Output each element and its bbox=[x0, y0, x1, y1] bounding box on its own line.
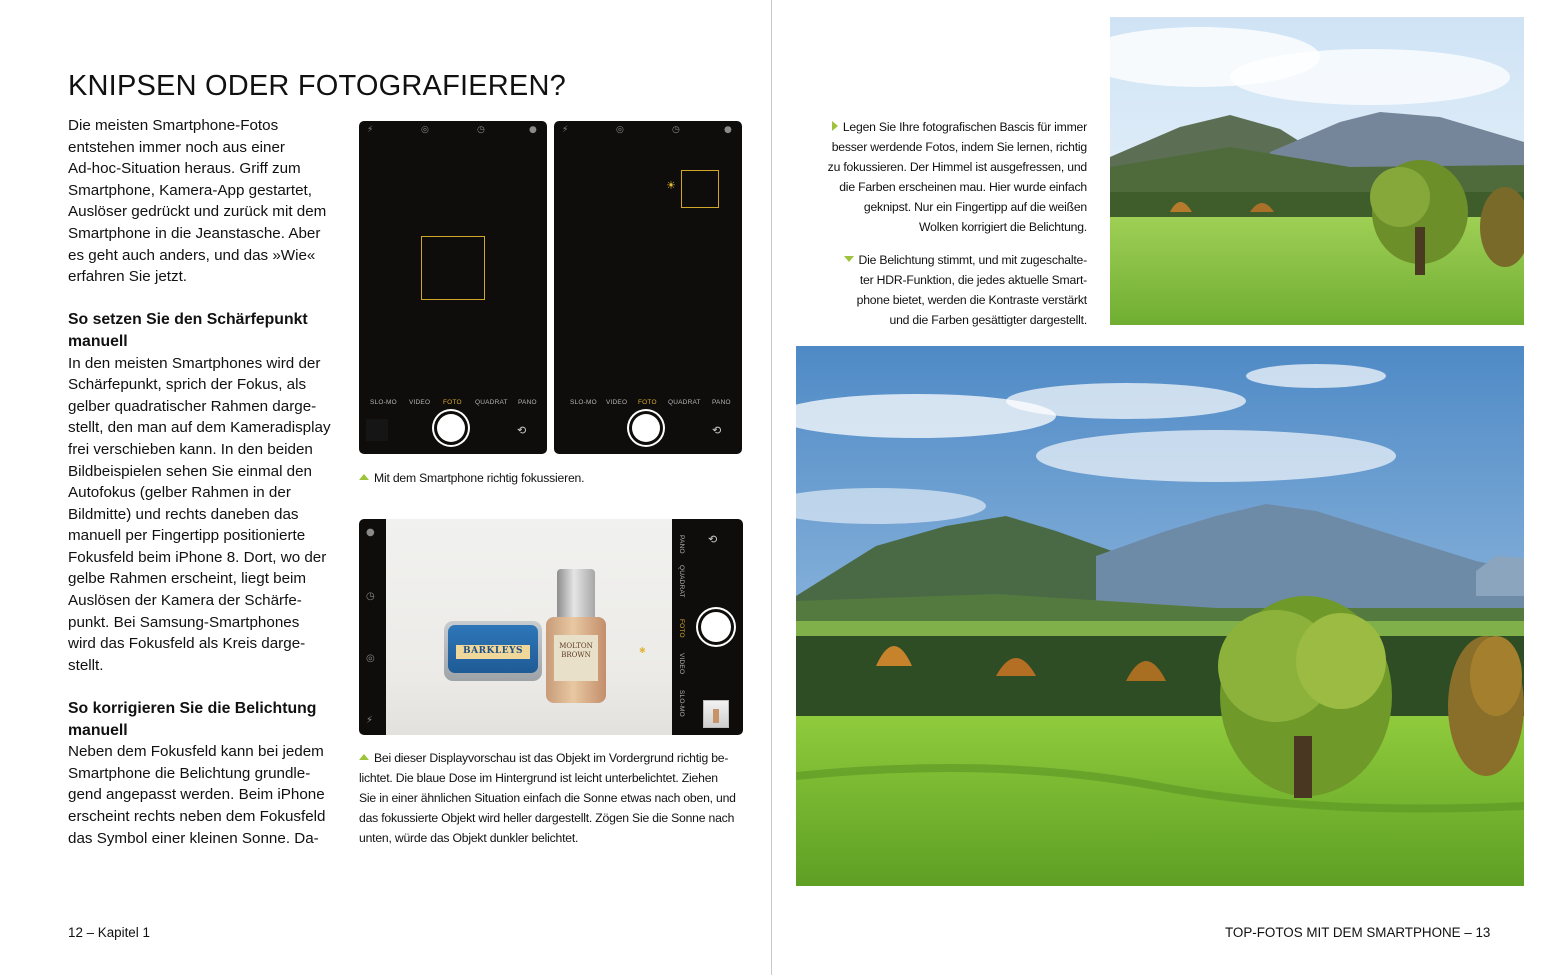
live-photo-icon: ◎ bbox=[421, 125, 429, 135]
caption-line: lichtet. Die blaue Dose im Hintergrund ist leicht unterbelichtet. Ziehen bbox=[359, 771, 718, 785]
body-line: Auslösen der Kamera der Schärfe- bbox=[68, 592, 302, 610]
camera-top-bar bbox=[554, 121, 742, 141]
camera-top-bar bbox=[359, 121, 547, 141]
body-line: Smartphone die Belichtung grundle- bbox=[68, 764, 311, 782]
caption-triangle-icon bbox=[832, 121, 838, 131]
intro-line: Die meisten Smartphone-Fotos bbox=[68, 117, 279, 134]
mode-slo-mo: SLO-MO bbox=[570, 399, 597, 406]
heading-line: manuell bbox=[68, 721, 128, 739]
intro-line: erfahren Sie jetzt. bbox=[68, 268, 188, 286]
bottle-label-line: BROWN bbox=[561, 651, 591, 659]
body-line: punkt. Bei Samsung-Smartphones bbox=[68, 613, 300, 631]
camera-screenshot-manual-focus bbox=[554, 121, 742, 454]
camera-screenshot-autofocus bbox=[359, 121, 547, 454]
body-line: In den meisten Smartphones wird der bbox=[68, 354, 321, 372]
body-line: gelbe Rahmen erscheint, liegt beim bbox=[68, 570, 307, 588]
live-photo-icon: ◎ bbox=[366, 653, 375, 664]
body-line: erscheint rechts neben dem Fokusfeld bbox=[68, 808, 326, 825]
exposure-sun-icon: ☀ bbox=[666, 179, 676, 192]
camera-flip-icon: ⟲ bbox=[708, 533, 718, 546]
product-scene bbox=[386, 519, 672, 735]
body-line: das Symbol einer kleinen Sonne. Da- bbox=[68, 829, 319, 847]
flash-icon: ⚡ bbox=[562, 125, 569, 135]
caption-line: phone bietet, werden die Kontraste verstärkt bbox=[856, 293, 1087, 307]
body-line: manuell per Fingertipp positionierte bbox=[68, 527, 306, 545]
shutter-button bbox=[701, 612, 731, 642]
body-line: gend angepasst werden. Beim iPhone bbox=[68, 786, 325, 804]
caption-line: Die Belichtung stimmt, und mit zugeschalte- bbox=[858, 253, 1087, 267]
caption-triangle-icon bbox=[359, 474, 369, 480]
body-line: gelber quadratischer Rahmen darge- bbox=[68, 397, 317, 415]
body-line: Fokusfeld beim iPhone 8. Dort, wo der bbox=[68, 548, 327, 566]
live-photo-icon: ◎ bbox=[616, 125, 624, 135]
shutter-button bbox=[437, 414, 465, 442]
bottle-label-line: MOLTON bbox=[559, 642, 593, 650]
mode-video: VIDEO bbox=[606, 399, 628, 406]
caption-before-photo bbox=[811, 117, 1087, 237]
page-number-left: 12 – Kapitel 1 bbox=[68, 925, 150, 940]
flash-icon: ⚡ bbox=[367, 125, 374, 135]
mode-foto: FOTO bbox=[443, 399, 462, 406]
body-line: wird das Fokusfeld als Kreis darge- bbox=[68, 635, 306, 653]
caption-line: das fokussierte Objekt wird heller dargestellt. Zögen Sie die Sonne nach bbox=[359, 811, 735, 825]
intro-line: entstehen immer noch aus einer bbox=[68, 138, 285, 156]
page-number-right: TOP-FOTOS MIT DEM SMARTPHONE – 13 bbox=[1225, 925, 1491, 940]
heading-line: So korrigieren Sie die Belichtung bbox=[68, 700, 317, 718]
mode-slo-mo: SLO-MO bbox=[678, 690, 685, 717]
landscape-photo-after bbox=[796, 346, 1524, 886]
camera-control-bar bbox=[672, 519, 743, 735]
filter-icon: ● bbox=[529, 125, 537, 135]
mode-quadrat: QUADRAT bbox=[475, 399, 508, 406]
timer-icon: ◷ bbox=[366, 591, 375, 602]
caption-line: und die Farben gesättigter dargestellt. bbox=[889, 313, 1087, 327]
gallery-thumbnail bbox=[703, 700, 729, 728]
caption-line: Legen Sie Ihre fotografischen Bascis für immer bbox=[842, 120, 1087, 134]
body-line: Autofokus (gelber Rahmen in der bbox=[68, 484, 291, 502]
body-line: stellt. bbox=[68, 656, 104, 674]
body-line: Schärfepunkt, sprich der Fokus, als bbox=[68, 376, 307, 394]
body-line: Bildbeispielen sehen Sie einmal den bbox=[68, 462, 313, 480]
caption-line: Wolken korrigiert die Belichtung. bbox=[919, 220, 1087, 234]
camera-screenshot-exposure bbox=[359, 519, 743, 735]
body-line: frei verschieben kann. In den beiden bbox=[68, 440, 313, 458]
intro-line: Auslöser gedrückt und zurück mit dem bbox=[68, 203, 327, 221]
timer-icon: ◷ bbox=[672, 125, 680, 135]
perfume-bottle bbox=[546, 617, 606, 703]
camera-flip-icon: ⟲ bbox=[517, 424, 527, 437]
intro-line: Ad-hoc-Situation heraus. Griff zum bbox=[68, 160, 301, 178]
caption-line: zu fokussieren. Der Himmel ist ausgefressen, und bbox=[827, 160, 1087, 174]
camera-modes bbox=[359, 399, 547, 411]
gallery-thumbnail bbox=[366, 419, 388, 441]
mode-video: VIDEO bbox=[678, 653, 685, 675]
tin-label: BARKLEYS bbox=[462, 646, 523, 656]
caption-triangle-icon bbox=[844, 256, 854, 262]
caption-exposure bbox=[359, 748, 749, 848]
flash-icon: ⚡ bbox=[366, 715, 374, 726]
mode-slo-mo: SLO-MO bbox=[370, 399, 397, 406]
camera-flip-icon: ⟲ bbox=[712, 424, 722, 437]
caption-line: Sie in einer ähnlichen Situation einfach die Sonne etwas nach oben, und bbox=[359, 791, 736, 805]
caption-line: Bei dieser Displayvorschau ist das Objekt im Vordergrund richtig be- bbox=[374, 751, 729, 765]
body-line: stellt, den man auf dem Kameradisplay bbox=[68, 419, 331, 437]
heading-line: So setzen Sie den Schärfepunkt bbox=[68, 311, 308, 329]
focus-frame bbox=[421, 236, 485, 300]
body-line: Bildmitte) und rechts daneben das bbox=[68, 505, 299, 523]
section-heading-exposure bbox=[68, 698, 340, 741]
timer-icon: ◷ bbox=[477, 125, 485, 135]
mode-quadrat: QUADRAT bbox=[668, 399, 701, 406]
right-page bbox=[773, 0, 1545, 975]
caption-focus bbox=[359, 468, 584, 488]
caption-line: die Farben erscheinen mau. Hier wurde einfach bbox=[839, 180, 1087, 194]
mode-foto: FOTO bbox=[678, 619, 685, 638]
intro-line: es geht auch anders, und das »Wie« bbox=[68, 246, 316, 264]
caption-line: ter HDR-Funktion, die jedes aktuelle Smart- bbox=[859, 273, 1087, 287]
caption-line: besser werdende Fotos, indem Sie lernen, richtig bbox=[831, 140, 1087, 154]
mode-pano: PANO bbox=[518, 399, 537, 406]
body-line: Neben dem Fokusfeld kann bei jedem bbox=[68, 743, 324, 761]
caption-after-photo bbox=[811, 250, 1087, 330]
camera-modes bbox=[554, 399, 742, 411]
focus-marker-icon: ✱ bbox=[639, 646, 646, 655]
left-page bbox=[0, 0, 772, 975]
page-title: KNIPSEN ODER FOTOGRAFIEREN? bbox=[68, 70, 566, 102]
bottle-cap bbox=[557, 569, 595, 621]
landscape-photo-before bbox=[1110, 17, 1524, 325]
filter-icon: ● bbox=[366, 527, 375, 538]
shutter-button bbox=[632, 414, 660, 442]
mode-pano: PANO bbox=[712, 399, 731, 406]
focus-frame bbox=[681, 170, 719, 208]
section-heading-focus bbox=[68, 309, 340, 352]
caption-line: geknipst. Nur ein Fingertipp auf die weißen bbox=[863, 200, 1087, 214]
mode-video: VIDEO bbox=[409, 399, 431, 406]
caption-line: unten, würde das Objekt dunkler belichtet. bbox=[359, 831, 579, 845]
mode-foto: FOTO bbox=[638, 399, 657, 406]
mode-quadrat: QUADRAT bbox=[678, 565, 685, 598]
intro-line: Smartphone in die Jeanstasche. Aber bbox=[68, 224, 321, 242]
caption-triangle-icon bbox=[359, 754, 369, 760]
body-text-column bbox=[68, 115, 340, 849]
blue-tin bbox=[444, 621, 542, 681]
caption-text: Mit dem Smartphone richtig fokussieren. bbox=[374, 471, 585, 485]
intro-line: Smartphone, Kamera-App gestartet, bbox=[68, 181, 312, 199]
mode-pano: PANO bbox=[678, 535, 685, 554]
heading-line: manuell bbox=[68, 332, 128, 350]
filter-icon: ● bbox=[724, 125, 732, 135]
